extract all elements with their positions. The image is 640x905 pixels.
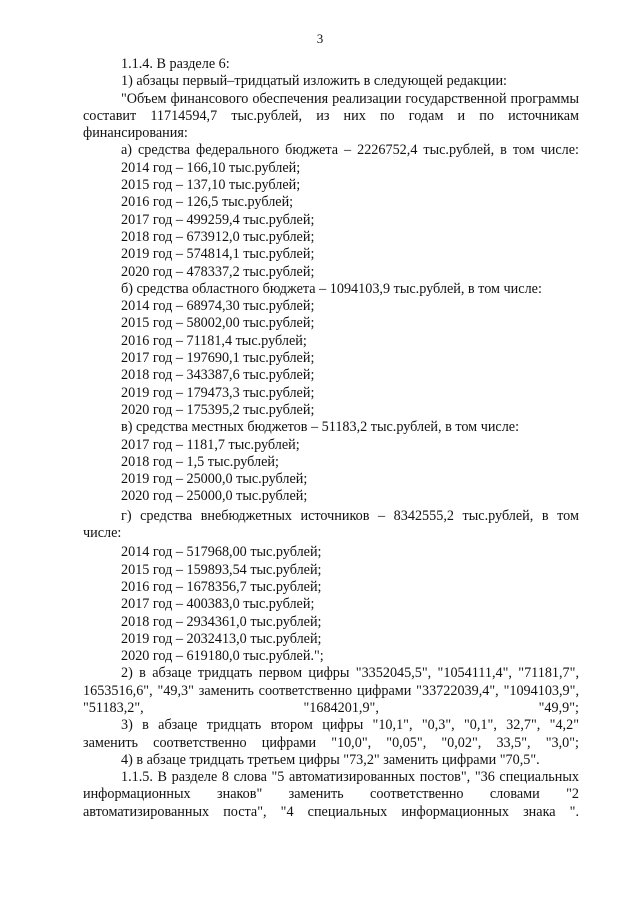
federal-year-item: 2014 год – 166,10 тыс.рублей;	[121, 159, 301, 176]
federal-year-item: 2019 год – 574814,1 тыс.рублей;	[121, 246, 315, 263]
federal-year-item: 2018 год – 673912,0 тыс.рублей;	[121, 228, 315, 245]
external-year-item: 2019 год – 2032413,0 тыс.рублей;	[121, 630, 322, 647]
local-year-list	[83, 437, 579, 506]
external-heading: г) средства внебюджетных источников – 8342555,2 тыс.рублей, в том числе:	[83, 507, 579, 542]
section-8-paragraph: 1.1.5. В разделе 8 слова "5 автоматизированных постов", "36 специальных информационных знаков" заменить соответственно словами "2 автоматизированных поста", "4 специальных информационных знака ".	[83, 769, 579, 820]
item-3: 3) в абзаце тридцать втором цифры "10,1", "0,3", "0,1", 32,7", "4,2" заменить соответственно цифрами "10,0", "0,05", "0,02", 33,5", "3,0";	[83, 717, 579, 751]
item-1: 1) абзацы первый–тридцатый изложить в следующей редакции:	[121, 73, 507, 90]
regional-year-item: 2018 год – 343387,6 тыс.рублей;	[121, 367, 315, 384]
local-year-item: 2017 год – 1181,7 тыс.рублей;	[121, 436, 300, 453]
regional-year-list	[83, 298, 579, 419]
external-year-item: 2017 год – 400383,0 тыс.рублей;	[121, 596, 315, 613]
federal-year-list	[83, 160, 579, 281]
local-year-item: 2019 год – 25000,0 тыс.рублей;	[121, 471, 308, 488]
volume-paragraph: "Объем финансового обеспечения реализации государственной программы составит 11714594,7 тыс.рублей, из них по годам и по источникам финансирования:	[83, 90, 579, 142]
regional-year-item: 2020 год – 175395,2 тыс.рублей;	[121, 401, 315, 418]
regional-year-item: 2017 год – 197690,1 тыс.рублей;	[121, 350, 315, 367]
federal-year-item: 2017 год – 499259,4 тыс.рублей;	[121, 211, 315, 228]
regional-year-item: 2014 год – 68974,30 тыс.рублей;	[121, 298, 315, 315]
external-year-item: 2020 год – 619180,0 тыс.рублей.";	[121, 648, 324, 665]
federal-year-item: 2016 год – 126,5 тыс.рублей;	[121, 194, 294, 211]
external-year-item: 2018 год – 2934361,0 тыс.рублей;	[121, 613, 322, 630]
local-year-item: 2020 год – 25000,0 тыс.рублей;	[121, 488, 308, 505]
regional-year-item: 2019 год – 179473,3 тыс.рублей;	[121, 384, 315, 401]
federal-heading: а) средства федерального бюджета – 2226752,4 тыс.рублей, в том числе:	[121, 142, 579, 159]
section-heading: 1.1.4. В разделе 6:	[121, 56, 230, 72]
document-body	[83, 56, 579, 821]
item-2: 2) в абзаце тридцать первом цифры "3352045,5", "1054111,4", "71181,7", 1653516,6", "49,3" заменить соответственно цифрами "33722039,4", "1094103,9", "51183,2", "1684201,9", "49,9";	[83, 665, 579, 716]
regional-heading: б) средства областного бюджета – 1094103,9 тыс.рублей, в том числе:	[121, 280, 542, 297]
external-year-list	[83, 544, 579, 665]
regional-year-item: 2015 год – 58002,00 тыс.рублей;	[121, 315, 315, 332]
local-heading: в) средства местных бюджетов – 51183,2 тыс.рублей, в том числе:	[121, 419, 520, 436]
federal-year-item: 2020 год – 478337,2 тыс.рублей;	[121, 263, 315, 280]
federal-year-item: 2015 год – 137,10 тыс.рублей;	[121, 177, 301, 194]
external-year-item: 2015 год – 159893,54 тыс.рублей;	[121, 561, 322, 578]
regional-year-item: 2016 год – 71181,4 тыс.рублей;	[121, 332, 307, 349]
external-year-item: 2014 год – 517968,00 тыс.рублей;	[121, 544, 322, 561]
local-year-item: 2018 год – 1,5 тыс.рублей;	[121, 453, 279, 470]
item-4: 4) в абзаце тридцать третьем цифры "73,2" заменить цифрами "70,5".	[121, 751, 540, 768]
page-number: 3	[316, 31, 324, 46]
external-year-item: 2016 год – 1678356,7 тыс.рублей;	[121, 578, 322, 595]
